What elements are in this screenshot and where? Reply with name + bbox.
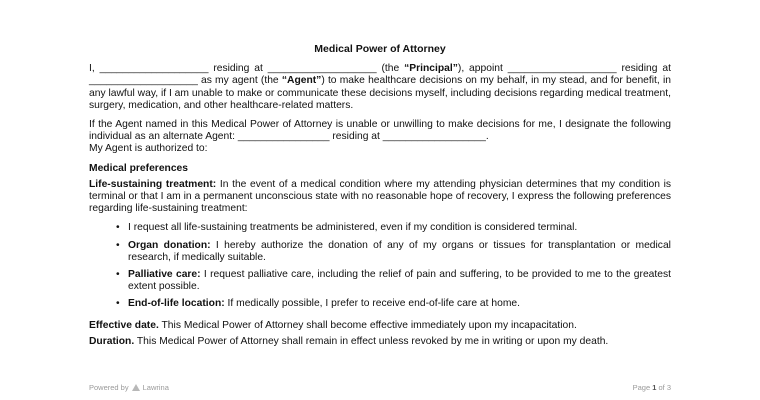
authorized-line: My Agent is authorized to:: [89, 143, 208, 155]
powered-by-label: Powered by: [89, 383, 129, 392]
brand-name: Lawrina: [142, 383, 169, 392]
list-item-text: I hereby authorize the donation of any of my organs or tissues for transplantation or medical research, if medically suitable.: [128, 239, 671, 263]
duration-paragraph: [89, 336, 671, 348]
list-item-label: Palliative care:: [128, 269, 201, 281]
life-sustaining-label: Life-sustaining treatment:: [89, 178, 217, 190]
intro-paragraph: [89, 63, 671, 112]
effective-date-paragraph: [89, 320, 671, 332]
alternate-agent-paragraph: [89, 119, 671, 143]
intro-i: I,: [89, 63, 95, 75]
bullet-icon: •: [116, 239, 120, 251]
alternate-residing-at: residing at: [332, 131, 380, 143]
intro-as-agent: as my agent (the: [201, 75, 279, 87]
list-item-label: End-of-life location:: [128, 298, 225, 310]
list-item-label: Organ donation:: [128, 239, 211, 251]
intro-rest: ) to make healthcare decisions on my behalf, in my stead, and for benefit, in any lawful way, if I am unable to make or communicate these decisions myself, including decisions regarding medical treatment, surgery, medication, and other healthcare-related matters.: [89, 75, 671, 111]
document-title: Medical Power of Attorney: [314, 43, 446, 55]
bullet-icon: •: [116, 298, 120, 310]
alternate-address-blank: __________________.: [382, 131, 489, 143]
alternate-text: If the Agent named in this Medical Power of Attorney is unable or unwilling to make decisions for me, I designate the following individual as an alternate Agent:: [89, 119, 671, 143]
bullet-icon: •: [116, 269, 120, 281]
alternate-name-blank: ________________: [237, 131, 330, 143]
effective-date-text: This Medical Power of Attorney shall become effective immediately upon my incapacitation.: [161, 319, 577, 331]
intro-appoint: ), appoint: [457, 63, 503, 75]
list-item-text: If medically possible, I prefer to receive end-of-life care at home.: [227, 298, 520, 310]
preferences-list: [89, 222, 671, 310]
agent-name-blank: ___________________: [507, 63, 617, 75]
list-item-text: I request all life-sustaining treatments be administered, even if my condition is considered terminal.: [128, 222, 578, 234]
intro-residing-at-2: residing at: [621, 63, 671, 75]
list-item-text: I request palliative care, including the relief of pain and suffering, to be provided to me to the greatest extent possible.: [128, 269, 671, 293]
intro-the: (the: [381, 63, 400, 75]
duration-label: Duration.: [89, 335, 135, 347]
duration-text: This Medical Power of Attorney shall remain in effect unless revoked by me in writing or upon my death.: [136, 335, 609, 347]
preferences-heading: Medical preferences: [89, 162, 189, 174]
life-sustaining-text: In the event of a medical condition where my attending physician determines that my condition is terminal or that I am in a permanent unconscious state with no reasonable hope of recovery, I express the following preferences regarding life-sustaining treatment:: [89, 178, 672, 215]
principal-name-blank: ___________________: [99, 63, 209, 75]
principal-address-blank: ___________________: [267, 63, 377, 75]
life-sustaining-paragraph: [89, 179, 671, 216]
page-total: of 3: [658, 383, 671, 392]
list-item: [89, 222, 671, 234]
list-item: [89, 269, 671, 293]
agent-term: “Agent”: [281, 75, 322, 87]
page-indicator: [633, 383, 671, 392]
bullet-icon: •: [116, 222, 120, 234]
list-item: [89, 298, 671, 310]
effective-date-label: Effective date.: [89, 319, 159, 331]
list-item: [89, 240, 671, 264]
page-current: 1: [652, 383, 657, 392]
lawrina-logo-icon: [132, 384, 140, 391]
document-body: [89, 43, 671, 348]
intro-residing-at: residing at: [213, 63, 263, 75]
agent-address-blank: ___________________: [89, 75, 198, 87]
powered-by: [89, 383, 169, 392]
principal-term: “Principal”: [404, 63, 458, 75]
page-label: Page: [632, 383, 651, 392]
